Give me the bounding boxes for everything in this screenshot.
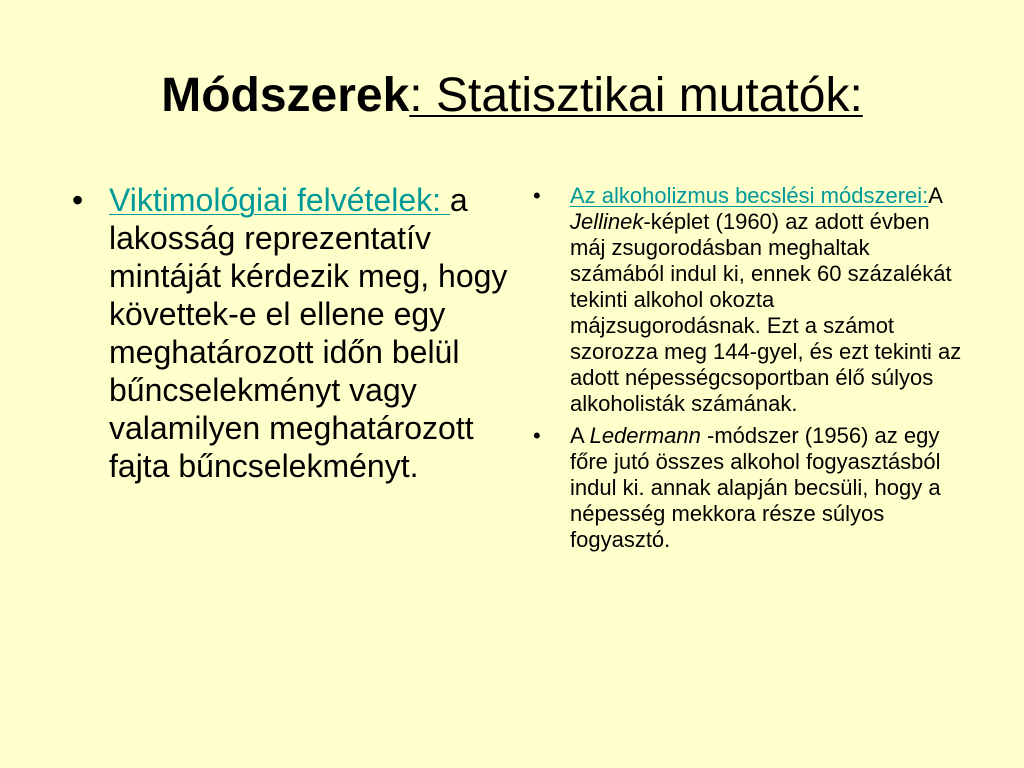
ledermann-text-after: -módszer (1956) az egy főre jutó összes alkohol fogyasztásból indul ki. annak alapján becsüli, hogy a népesség mekkora része súlyos fogyasztó. — [570, 423, 941, 552]
title-rest-part: : Statisztikai mutatók: — [409, 69, 863, 122]
victimology-text: a lakosság reprezentatív mintáját kérdezik meg, hogy követtek-e el ellene egy meghatározott időn belül bűncselekményt vagy valamilyen meghatározott fajta bűncselekményt. — [109, 182, 508, 484]
alcoholism-methods-link[interactable]: Az alkoholizmus becslési módszerei: — [570, 183, 929, 208]
title-bold-part: Módszerek — [161, 69, 410, 122]
right-bullet-item-jellinek — [533, 183, 963, 417]
right-column — [533, 183, 963, 559]
jellinek-name: Jellinek — [570, 209, 644, 234]
left-bullet-list — [72, 181, 512, 485]
bullet-dot-icon: • — [533, 423, 541, 448]
left-column — [72, 181, 512, 485]
jellinek-text-after: -képlet (1960) az adott évben máj zsugorodásban meghaltak számából indul ki, ennek 60 százalékát tekinti alkohol okozta májzsugorodásnak. Ezt a számot szorozza meg 144-gyel, és ezt tekinti az adott népességcsoportban élő súlyos alkoholisták számának. — [570, 209, 962, 416]
ledermann-text-before: A — [570, 423, 590, 448]
victimology-link[interactable]: Viktimológiai felvételek: — [109, 182, 450, 218]
ledermann-name: Ledermann — [589, 423, 701, 448]
bullet-dot-icon: • — [72, 182, 84, 218]
left-bullet-item-victimology — [72, 181, 512, 485]
slide-title — [0, 68, 1024, 124]
jellinek-text-before: A — [928, 183, 942, 208]
bullet-dot-icon: • — [533, 183, 541, 208]
right-bullet-list — [533, 183, 963, 553]
right-bullet-item-ledermann — [533, 423, 963, 553]
